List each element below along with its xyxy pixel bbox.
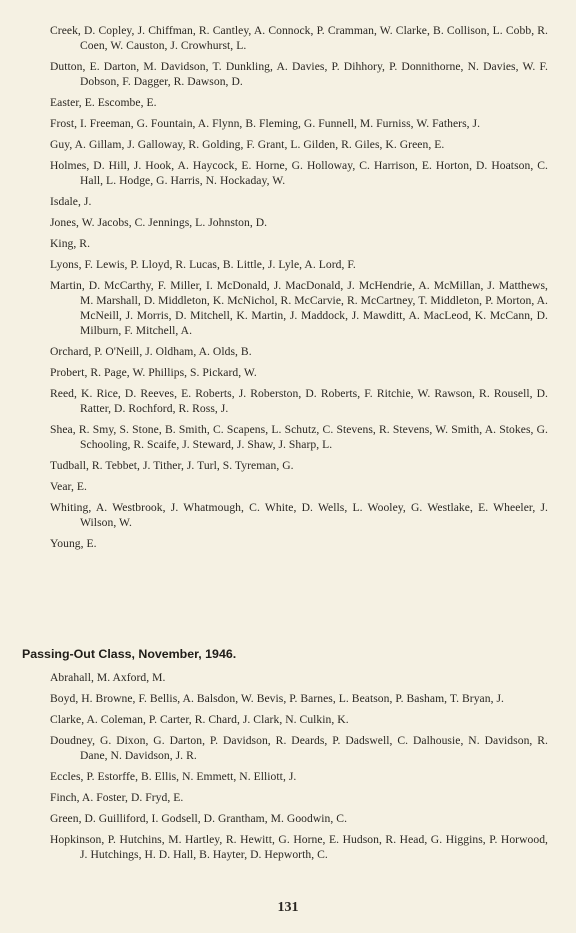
list-item: Abrahall, M. Axford, M. — [50, 671, 166, 684]
list-item: Green, D. Guilliford, I. Godsell, D. Grantham, M. Goodwin, C. — [50, 812, 348, 826]
list-item: Martin, D. McCarthy, F. Miller, I. McDonald, J. MacDonald, J. McHendrie, A. McMillan, J. Matthews, M. Marshall, D. Middleton, K. McNichol, R. McCarvie, R. McCartney, T. Middleton, P. Morton, A. McNeill, J. Morris, D. Mitchell, K. Martin, J. Maddock, J. Mawditt, A. MacLeod, K. McCann, D. Milburn, F. Mitchell, A. — [50, 279, 548, 337]
list-item: Jones, W. Jacobs, C. Jennings, L. Johnston, D. — [50, 216, 268, 230]
list-item: Orchard, P. O'Neill, J. Oldham, A. Olds, B. — [50, 344, 252, 358]
section-heading: Passing-Out Class, November, 1946. — [22, 647, 237, 661]
list-item: Doudney, G. Dixon, G. Darton, P. Davidson, R. Deards, P. Dadswell, C. Dalhousie, N. Davidson, R. Dane, N. Davidson, J. R. — [50, 734, 548, 763]
list-item: Young, E. — [50, 536, 97, 550]
list-item: Finch, A. Foster, D. Fryd, E. — [50, 791, 184, 805]
list-item: Creek, D. Copley, J. Chiffman, R. Cantley, A. Connock, P. Cramman, W. Clarke, B. Collison, L. Cobb, R. Coen, W. Causton, J. Crowhurst, L. — [50, 24, 548, 52]
list-item: Eccles, P. Estorffe, B. Ellis, N. Emmett, N. Elliott, J. — [50, 770, 297, 784]
passing-out-name-list — [0, 671, 576, 869]
list-item: Probert, R. Page, W. Phillips, S. Pickard, W. — [50, 365, 257, 379]
list-item: Frost, I. Freeman, G. Fountain, A. Flynn, B. Fleming, G. Funnell, M. Furniss, W. Fathers, J. — [50, 116, 481, 130]
list-item: Vear, E. — [50, 479, 87, 493]
list-item: Guy, A. Gillam, J. Galloway, R. Golding, F. Grant, L. Gilden, R. Giles, K. Green, E. — [50, 137, 445, 151]
list-item: Shea, R. Smy, S. Stone, B. Smith, C. Scapens, L. Schutz, C. Stevens, R. Stevens, W. Smith, A. Stokes, G. Schooling, R. Scaife, J. Steward, J. Shaw, J. Sharp, L. — [50, 422, 548, 451]
list-item: Tudball, R. Tebbet, J. Tither, J. Turl, S. Tyreman, G. — [50, 458, 294, 472]
list-item: Lyons, F. Lewis, P. Lloyd, R. Lucas, B. Little, J. Lyle, A. Lord, F. — [50, 258, 356, 272]
list-item: Isdale, J. — [50, 194, 92, 208]
list-item: Whiting, A. Westbrook, J. Whatmough, C. White, D. Wells, L. Wooley, G. Westlake, E. Wheeler, J. Wilson, W. — [50, 500, 548, 529]
list-item: Dutton, E. Darton, M. Davidson, T. Dunkling, A. Davies, P. Dihhory, P. Donnithorne, N. Davies, W. F. Dobson, F. Dagger, R. Dawson, D. — [50, 59, 548, 88]
list-item: Easter, E. Escombe, E. — [50, 95, 157, 109]
name-list — [0, 24, 576, 558]
list-item: Hopkinson, P. Hutchins, M. Hartley, R. Hewitt, G. Horne, E. Hudson, R. Head, G. Higgins, P. Horwood, J. Hutchings, H. D. Hall, B. Hayter, D. Hepworth, C. — [50, 833, 548, 862]
list-item: Holmes, D. Hill, J. Hook, A. Haycock, E. Horne, G. Holloway, C. Harrison, E. Horton, D. Hoatson, C. Hall, L. Hodge, G. Harris, N. Hockaday, W. — [50, 159, 548, 187]
list-item: Clarke, A. Coleman, P. Carter, R. Chard, J. Clark, N. Culkin, K. — [50, 713, 349, 727]
list-item: King, R. — [50, 237, 91, 251]
list-item: Boyd, H. Browne, F. Bellis, A. Balsdon, W. Bevis, P. Barnes, L. Beatson, P. Basham, T. Bryan, J. — [50, 692, 504, 706]
page-number: 131 — [277, 900, 299, 915]
list-item: Reed, K. Rice, D. Reeves, E. Roberts, J. Roberston, D. Roberts, F. Ritchie, W. Rawson, R. Rousell, D. Ratter, D. Rochford, R. Ross, J. — [50, 387, 548, 415]
